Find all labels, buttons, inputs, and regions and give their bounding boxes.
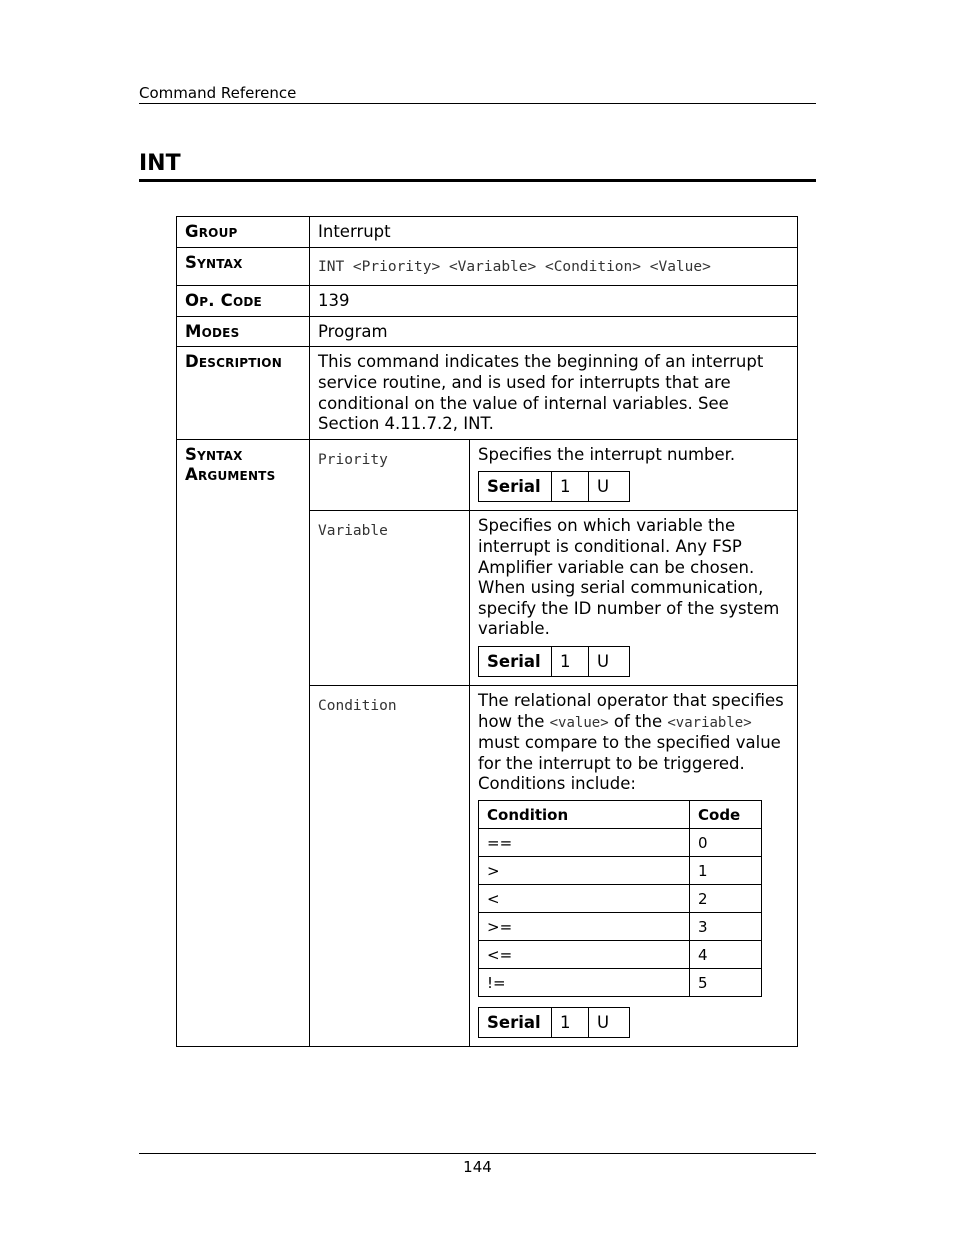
conditions-table xyxy=(478,800,762,997)
conditions-header-row xyxy=(479,800,762,828)
syntax-arguments-label-line1: Syntax xyxy=(185,444,243,464)
serial-label: Serial xyxy=(479,646,552,676)
arg-name-priority: Priority xyxy=(310,439,470,511)
page-title: INT xyxy=(139,150,816,182)
condition-code: 3 xyxy=(690,912,762,940)
desc-part3: must compare to the specified value for the interrupt to be triggered. Conditions include: xyxy=(478,733,781,794)
row-opcode xyxy=(177,286,798,317)
condition-operator: <= xyxy=(479,940,690,968)
desc-part1: The relational operator that specifies how the xyxy=(478,690,784,731)
row-group xyxy=(177,217,798,248)
serial-size: 1 xyxy=(552,1007,589,1037)
arg-desc-condition xyxy=(470,685,798,1046)
serial-size: 1 xyxy=(552,472,589,502)
description-label: Description xyxy=(177,347,310,439)
arg-desc-variable xyxy=(470,511,798,686)
syntax-value: INT <Priority> <Variable> <Condition> <Value> xyxy=(310,247,798,286)
opcode-value: 139 xyxy=(310,286,798,317)
running-header: Command Reference xyxy=(139,84,816,104)
modes-label: Modes xyxy=(177,316,310,347)
row-modes xyxy=(177,316,798,347)
page-number: 144 xyxy=(463,1158,492,1176)
condition-operator: != xyxy=(479,968,690,996)
row-description xyxy=(177,347,798,439)
serial-table-variable xyxy=(478,646,630,677)
condition-code: 5 xyxy=(690,968,762,996)
condition-operator: < xyxy=(479,884,690,912)
condition-code: 4 xyxy=(690,940,762,968)
arg-name-condition: Condition xyxy=(310,685,470,1046)
conditions-header-code: Code xyxy=(690,800,762,828)
page-footer xyxy=(139,1153,816,1176)
command-table xyxy=(176,216,798,1047)
table-row xyxy=(479,884,762,912)
table-row xyxy=(479,912,762,940)
condition-operator: > xyxy=(479,856,690,884)
desc-part2: of the xyxy=(608,711,668,731)
serial-type: U xyxy=(589,472,630,502)
table-row xyxy=(479,940,762,968)
arg-desc-priority xyxy=(470,439,798,511)
opcode-label: Op. Code xyxy=(177,286,310,317)
serial-label: Serial xyxy=(479,1007,552,1037)
row-syntax xyxy=(177,247,798,286)
conditions-header-condition: Condition xyxy=(479,800,690,828)
arg-desc-condition-text xyxy=(478,691,790,795)
condition-code: 0 xyxy=(690,828,762,856)
table-row xyxy=(479,828,762,856)
condition-operator: >= xyxy=(479,912,690,940)
desc-code-variable: <variable> xyxy=(667,714,752,731)
serial-label: Serial xyxy=(479,472,552,502)
row-arg-priority xyxy=(177,439,798,511)
arg-desc-variable-text: Specifies on which variable the interrupt is conditional. Any FSP Amplifier variable can be chosen. When using serial communication, specify the ID number of the system variable. xyxy=(478,516,780,639)
description-value: This command indicates the beginning of an interrupt service routine, and is used for interrupts that are conditional on the value of internal variables. See Section 4.11.7.2, INT. xyxy=(310,347,798,439)
serial-type: U xyxy=(589,1007,630,1037)
arg-desc-priority-text: Specifies the interrupt number. xyxy=(478,444,736,464)
table-row xyxy=(479,856,762,884)
syntax-arguments-label xyxy=(177,439,310,1046)
desc-code-value: <value> xyxy=(549,714,609,731)
syntax-label: Syntax xyxy=(177,247,310,286)
syntax-arguments-label-line2: Arguments xyxy=(185,465,276,485)
group-label: Group xyxy=(177,217,310,248)
serial-size: 1 xyxy=(552,646,589,676)
serial-type: U xyxy=(589,646,630,676)
serial-table-priority xyxy=(478,471,630,502)
group-value: Interrupt xyxy=(310,217,798,248)
serial-table-condition xyxy=(478,1007,630,1038)
condition-code: 1 xyxy=(690,856,762,884)
table-row xyxy=(479,968,762,996)
arg-name-variable: Variable xyxy=(310,511,470,686)
condition-code: 2 xyxy=(690,884,762,912)
condition-operator: == xyxy=(479,828,690,856)
modes-value: Program xyxy=(310,316,798,347)
